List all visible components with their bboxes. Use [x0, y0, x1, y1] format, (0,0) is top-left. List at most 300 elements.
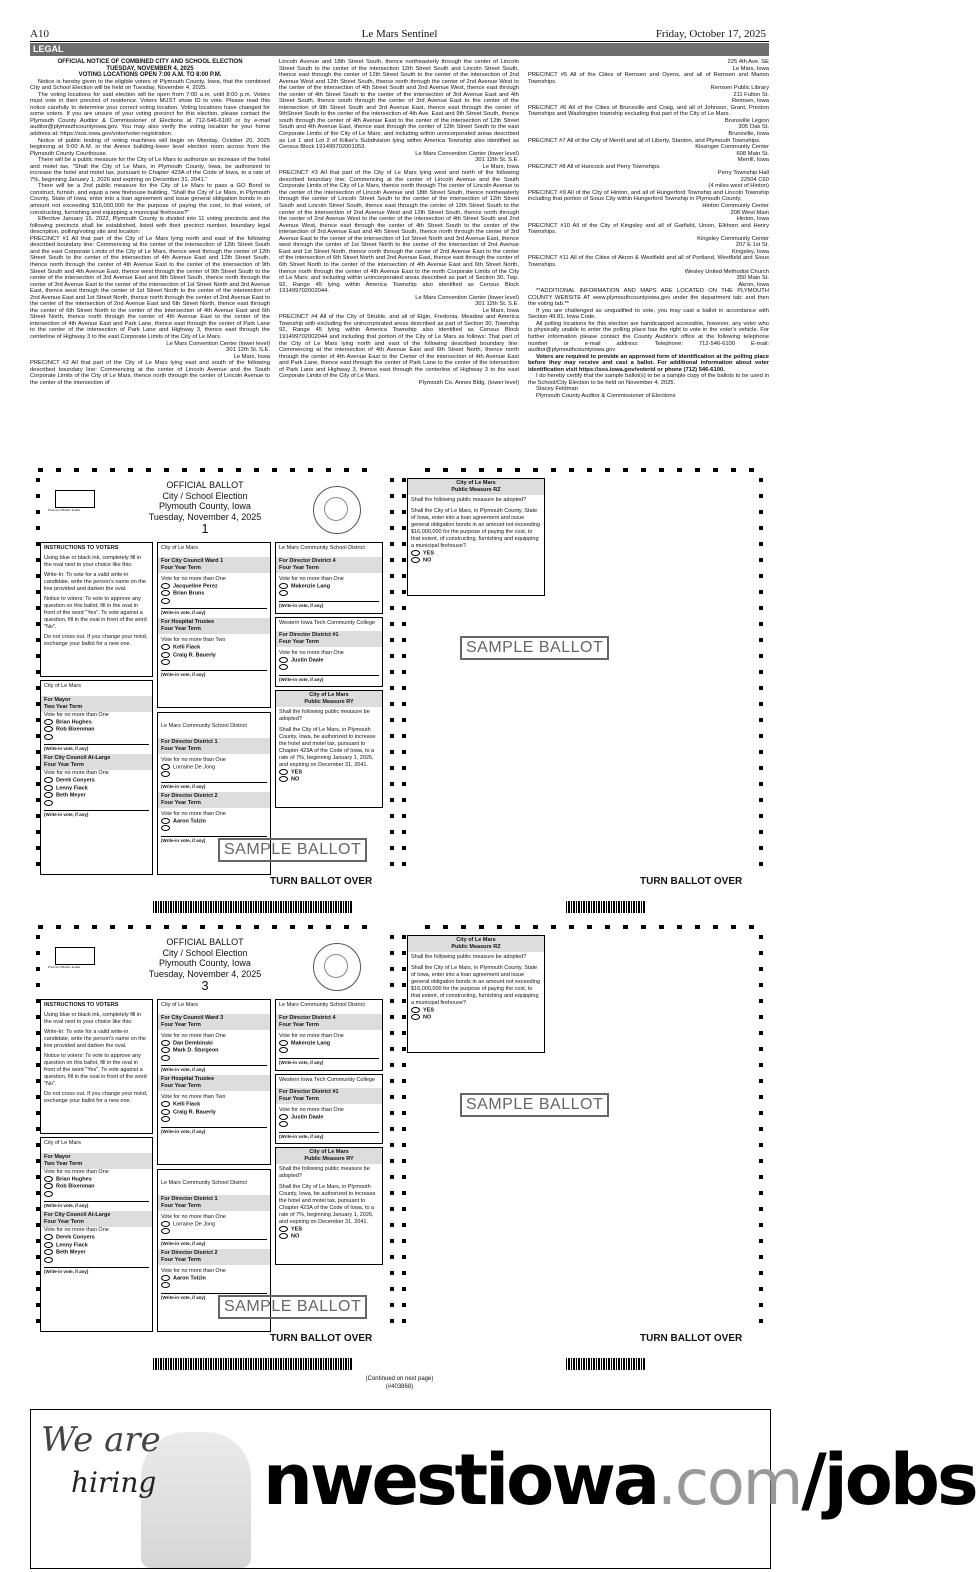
candidate-option[interactable]	[161, 652, 267, 659]
candidate-option[interactable]	[44, 1183, 149, 1190]
county-seal-icon	[313, 486, 361, 534]
page-header	[0, 0, 799, 40]
measure-jurisdiction: City of Le Mars	[309, 692, 349, 698]
option-label: NO	[291, 776, 300, 783]
no-option[interactable]	[411, 557, 541, 564]
instructions-box	[40, 542, 153, 677]
jurisdiction-label: Le Mars Community School District	[279, 545, 365, 551]
timing-marks-center	[402, 935, 406, 1330]
write-in-label: (Write-in vote, if any)	[279, 675, 379, 683]
race-title: For City Council Ward 3	[161, 1015, 224, 1021]
location-line: Le Mars, Iowa	[482, 307, 519, 314]
ballot-barcode	[566, 1358, 646, 1370]
candidate-name: Craig R. Bauerly	[173, 652, 216, 659]
race-city-council-at-large	[44, 754, 149, 818]
vote-limit: Vote for no more than One	[279, 1107, 344, 1113]
write-in-label: (Write-in vote, if any)	[161, 1127, 267, 1135]
race-term: Four Year Term	[44, 762, 84, 769]
signature-name: Stacey Feldman	[536, 386, 578, 393]
measure-question: Shall the following public measure be adopted?	[411, 954, 527, 960]
candidate-name: Beth Meyer	[56, 1249, 86, 1256]
location-line: Perry Township Hall	[717, 170, 769, 177]
yes-option[interactable]	[279, 769, 379, 776]
sample-ballot-stamp: SAMPLE BALLOT	[218, 1295, 367, 1319]
vote-limit: Vote for no more than One	[161, 576, 226, 582]
location-line: Akron, Iowa	[738, 281, 769, 288]
instructions-text: Using blue or black ink, completely fill in the oval next to your choice like this:	[44, 1012, 142, 1025]
instructions-text: Write-In: To vote for a valid write-in candidate, write the person's name on the line provided and darken the oval.	[44, 1029, 146, 1049]
candidate-name: Lorraine De Jong	[173, 764, 216, 771]
location-line: Wesley United Methodist Church	[684, 268, 769, 275]
header-rule	[30, 41, 769, 42]
write-in-label: (Write-in vote, if any)	[161, 1293, 267, 1301]
measure-text: Shall the City of Le Mars, in Plymouth County, Iowa, be authorized to increase the hotel and motel tax, pursuant to Chapter 423A of the Code of Iowa, to a rate of 7%, beginning January 1, 2026, and expiring on December 31, 2041.	[279, 727, 376, 768]
issue-date: Friday, October 17, 2025	[655, 28, 766, 40]
turn-ballot-over: TURN BALLOT OVER	[640, 876, 743, 887]
notice-column-3	[528, 59, 769, 454]
candidate-option[interactable]	[161, 644, 267, 651]
race-title: For Director District 2	[161, 792, 218, 799]
measure-question: Shall the following public measure be adopted?	[279, 709, 370, 722]
race-title: For Director District #1	[279, 632, 339, 638]
race-term: Two Year Term	[44, 1161, 83, 1167]
location-line: Merrill, Iowa	[737, 157, 769, 164]
paragraph: PRECINCT #1 All that part of the City of Le Mars lying north and east of the following described boundary line: Commencing at the center of the intersection of 12th Street South and the east Corporate Limits of the City of Le Mars, thence west through the center of 12th Street South to the center of the intersection of 4th Avenue East and 12th Street South, thence north through the center of 4th Avenue East to the center of the intersection of 9th Street South and 4th Avenue East, thence west through the center of 9th Street South to the center of the intersection of 3rd Avenue East and 9th Street South, thence north through the center of 3rd Avenue East to the center of the intersection of 1st Street North and 3rd Avenue East, thence west through the center of 1st Street North to the center of the intersection of 2nd Avenue East and 1st Street North, thence north through the center of 2nd Avenue East to the center of the intersection of 2nd Avenue East and 6th Street North, thence east through the center of 6th Street North to the center of the intersection of 4th Avenue East and 6th Street North, thence north through the center of 4th Avenue East to the center of the intersection of 4th Avenue East and Park Lane, thence east through the center of Park Lane to the center of the intersection of Park Lane and Highway 3, thence east through the centerline of Highway 3 to the east Corporate Limits of the City of Le Mars.	[30, 235, 270, 340]
paragraph: All polling locations for this election are handicapped accessible, however, any voter who is physically unable to enter the polling place has the right to vote in the voter's vehicle. For further information please contact the County Auditor's office at the following telephone number or e-mail address: Telephone: 712-546-6100 E-mail: auditor@plymouthcountyiowa.gov	[528, 320, 769, 354]
race-term: Four Year Term	[161, 626, 201, 633]
write-in-label: (Write-in vote, if any)	[44, 1201, 149, 1209]
notice-column-2	[279, 59, 519, 454]
location-line: Le Mars, Iowa	[482, 163, 519, 170]
continued-note	[0, 1375, 799, 1391]
vote-limit: Vote for no more than One	[161, 757, 226, 763]
location-line: Le Mars, Iowa	[233, 353, 270, 360]
candidate-name: Jacqueline Perez	[173, 583, 218, 590]
paragraph: There will be a 2nd public measure for the City of Le Mars to pass a GO Bond to construct, furnish, and equip a new firehouse building. "Shall the City of Le Mars, in Plymouth County, State of Iowa, enter into a loan agreement and issue general obligation bonds in an amount not exceeding $16,000,000 for the purpose of paying the cost, to that extent, of constructing, furnishing and equipping a municipal firehouse?"	[30, 183, 270, 216]
race-title: For Director District 2	[161, 1249, 218, 1256]
initials-box	[55, 947, 95, 965]
logo-part: nwest	[263, 1439, 486, 1521]
notice-title: OFFICIAL NOTICE OF COMBINED CITY AND SCHOOL ELECTION	[57, 59, 243, 65]
location-line: Le Mars Convention Center (lower level)	[166, 340, 270, 347]
write-in-option[interactable]	[44, 1257, 149, 1264]
location-line: Le Mars Convention Center (lower level)	[415, 294, 519, 301]
write-in-label: (Write-in vote, if any)	[161, 836, 267, 844]
yes-option[interactable]	[411, 1007, 541, 1014]
city-contest-box-2	[157, 542, 271, 708]
candidate-option[interactable]	[161, 1109, 267, 1116]
instructions-text: Do not cross out. If you change your mind, exchange your ballot for a new one.	[44, 634, 148, 647]
section-label: LEGAL	[30, 43, 769, 56]
candidate-option[interactable]	[44, 726, 149, 733]
paragraph: There will be a public measure for the City of Le Mars to authorize an increase of the hotel and motel tax. "Shall the City of Le Mars, in Plymouth County, Iowa, be authorized to increase the hotel and motel tax, pursuant to Chapter 423A of the Code of Iowa, to a rate of 7%, beginning January 1, 2026 and expiring on December 31, 2041."	[30, 157, 270, 183]
no-option[interactable]	[279, 1233, 379, 1240]
ballot-county: Plymouth County, Iowa	[159, 958, 251, 968]
candidate-name: Aaron Tolzin	[173, 1275, 206, 1282]
location-line: Kissinger Community Center	[695, 144, 769, 151]
write-in-label: (Write-in vote, if any)	[161, 1239, 267, 1247]
paragraph: PRECINCT #11 All of the Cities of Akron & Westfield and all of Portland, Westfield and Sioux Townships.	[528, 255, 769, 268]
paragraph: PRECINCT #2 All that part of the City of Le Mars lying east and south of the following described boundary line: Commencing at the center of Lincoln Avenue and the South Corporate Limits of the City of Le Mars, thence north through the center of Lincoln Avenue to the center of the intersection of	[30, 360, 270, 386]
location-line: 301 12th St. S.E.	[475, 157, 519, 164]
race-title: For Director District #1	[279, 1089, 339, 1095]
jurisdiction-label: Le Mars Community School District	[161, 723, 247, 729]
candidate-option[interactable]	[279, 583, 379, 590]
vote-limit: Vote for no more than One	[161, 1214, 226, 1220]
no-option[interactable]	[411, 1014, 541, 1021]
location-line: (4 miles west of Hinton)	[708, 183, 769, 190]
jurisdiction-label: City of Le Mars	[44, 683, 81, 689]
school-contest-box-2	[275, 542, 383, 614]
paragraph: PRECINCT #4 All of the City of Struble, and all of Elgin, Fredonia, Meadow and America Township with excluding the unincorporated areas described as part of Section 30, Township 92, Range 45 lying within America Township also identified as Census Block 191499702002044 and including that portion of the City of Le Mars as follows: That part of the City of Le Mars lying north and east of the following described boundary line: Commencing at the intersection of 4th Avenue East and 6th Street North, thence north through the center of 4th Avenue East to the Center of the intersection of 4th Avenue East and Park Lane, thence east through the center of Park Lane to the center of the intersection of Park Lane and Highway 3, thence east through the centerline of Highway 3 to the east Corporate Limits of the City of Le Mars.	[279, 314, 519, 380]
write-in-label: (Write-in vote, if any)	[279, 1058, 379, 1066]
candidate-option[interactable]	[161, 1101, 267, 1108]
ballot-date: Tuesday, November 4, 2025	[148, 968, 262, 979]
race-title: For Mayor	[44, 697, 71, 703]
write-in-option[interactable]	[279, 1047, 379, 1054]
paragraph: PRECINCT #6 All of the Cities of Brunsville and Craig, and all of Johnson, Grant, Preston Townships and Washington township excluding that part of the City of Le Mars.	[528, 104, 769, 118]
race-term: Four Year Term	[44, 1219, 84, 1226]
ballot-style-number: 1	[201, 521, 209, 536]
turn-ballot-over: TURN BALLOT OVER	[270, 1333, 373, 1344]
location-line: 350 Main St.	[736, 275, 769, 282]
race-term: Four Year Term	[161, 565, 201, 571]
location-line: Remsen, Iowa	[731, 98, 769, 105]
race-term: Four Year Term	[161, 746, 201, 752]
write-in-option[interactable]	[161, 659, 267, 666]
write-in-option[interactable]	[44, 800, 149, 807]
timing-marks-top	[425, 925, 765, 929]
measure-jurisdiction: City of Le Mars	[309, 1149, 349, 1155]
timing-marks-center	[402, 478, 406, 873]
sample-ballot-3	[30, 925, 769, 1357]
write-in-label: (Write-in vote, if any)	[44, 1267, 149, 1275]
logo-part: iowa	[485, 1439, 658, 1521]
ballot-county: Plymouth County, Iowa	[159, 501, 251, 511]
measure-title: Public Measure RY	[304, 1156, 354, 1162]
candidate-option[interactable]	[44, 719, 149, 726]
candidate-option[interactable]	[279, 1040, 379, 1047]
notice-hours: VOTING LOCATIONS OPEN 7:00 A.M. TO 8:00 P.M.	[78, 72, 222, 79]
location-line: Hinton Community Center	[702, 203, 769, 210]
write-in-option[interactable]	[44, 734, 149, 741]
measure-title: Public Measure RZ	[451, 944, 501, 950]
candidate-name: Brian Hughes	[56, 719, 92, 726]
write-in-option[interactable]	[279, 664, 379, 671]
write-in-option[interactable]	[279, 590, 379, 597]
continued-text: (Continued on next page)	[365, 1376, 434, 1382]
write-in-option[interactable]	[161, 1116, 267, 1123]
location-line: Le Mars, Iowa	[732, 65, 769, 72]
race-wit-director-district-1	[279, 1088, 379, 1140]
ballot-style-number: 3	[201, 978, 209, 993]
paragraph: PRECINCT #7 All of the City of Merrill and all of Liberty, Stanton, and Plymouth Townships.	[528, 137, 761, 144]
measure-text: Shall the City of Le Mars, in Plymouth County, State of Iowa, enter into a loan agreement and issue general obligation bonds in an amount not exceeding $16,000,000 for the purpose of paying the cost, to that extent, of constructing, furnishing and equipping a municipal firehouse?	[411, 508, 541, 549]
ballot-title: OFFICIAL BALLOT	[166, 480, 244, 490]
jurisdiction-label: Le Mars Community School District	[279, 1002, 365, 1008]
jurisdiction-label: City of Le Mars	[161, 1002, 198, 1008]
race-title: For Mayor	[44, 1154, 71, 1160]
candidate-option[interactable]	[161, 764, 267, 771]
instructions-box	[40, 999, 153, 1134]
race-title: For Director District 4	[279, 558, 336, 564]
candidate-option[interactable]	[161, 818, 267, 825]
write-in-option[interactable]	[161, 598, 267, 605]
vote-limit: Vote for no more than One	[44, 1169, 109, 1175]
location-line: 207 E 1st St.	[735, 242, 769, 249]
ad-headline-hiring: hiring	[71, 1466, 157, 1499]
public-measure-rz	[407, 935, 545, 1053]
jurisdiction-label: Le Mars Community School District	[161, 1180, 247, 1186]
option-label: YES	[423, 550, 435, 557]
candidate-option[interactable]	[161, 1047, 267, 1054]
nwestiowa-logo	[263, 1439, 976, 1521]
vote-limit: Vote for no more than One	[161, 1267, 226, 1274]
location-line: 22504 C60	[740, 176, 769, 183]
candidate-option[interactable]	[161, 1221, 267, 1228]
candidate-option[interactable]	[44, 1242, 149, 1249]
logo-part: /jobs	[801, 1439, 976, 1521]
paragraph: PRECINCT #3 All that part of the City of Le Mars lying west and north of the following described boundary line: Commencing at the center of Lincoln Avenue and the South Corporate Limits of the City of Le Mars, thence north through The center of Lincoln Avenue to the center of the intersection of Lincoln Avenue and 18th Street South, thence northeasterly through the center of Lincoln Street South to the center of the intersection of 12th Street South and Lincoln Street South, thence east through the center of 12th Street South to the center of the intersection of 2nd Avenue West and 12th Street South, thence north through the center of 2nd Avenue West to the center of the intersection of 4th Street South and 2nd Avenue West, thence east through the center of 4th Street South to the center of the intersection of 3rd Avenue East and 4th Street South, thence north through the center of 3rd Avenue East to the center of the intersection of 1st Street North and 3rd Avenue East, thence west through the center of 1st Street North to the center of the intersection of 2nd Avenue East and 1st Street North, thence north through the center of 2nd Avenue East to the center of the intersection of 6th Street North and 2nd Avenue East, thence east through the center of 6th Street North to the center of the intersection of 4th Avenue East and 6th Street North, thence north through the center of 4th Avenue East to the north Corporate Limits of the City of Le Mars; and including within unincorporated areas described as part of Section 30, Twp. 92, Range 45 lying within America Township also identified as Census Block 191499702002044.	[279, 170, 519, 295]
vote-limit: Vote for no more than One	[161, 810, 226, 817]
candidate-option[interactable]	[161, 1275, 267, 1282]
race-title: For City Council Ward 1	[161, 558, 224, 564]
paragraph: PRECINCT #5 All of the Cities of Remsen and Oyens, and all of Remsen and Marion Townships.	[528, 72, 769, 85]
logo-part: .com	[657, 1446, 802, 1519]
ad-headline: We are	[41, 1420, 161, 1460]
candidate-name: Makenzie Lang	[291, 583, 331, 590]
option-label: YES	[291, 769, 303, 776]
race-title: For Hospital Trustee	[161, 619, 215, 626]
college-contest-box	[275, 1074, 383, 1144]
paragraph: PRECINCT #8 All of Hancock and Perry Townships.	[528, 163, 661, 170]
race-title: For City Council At-Large	[44, 1212, 111, 1219]
vote-limit: Vote for no more than One	[279, 650, 344, 656]
school-contest-box-2	[275, 999, 383, 1071]
location-line: Le Mars Convention Center (lower level)	[415, 150, 519, 157]
race-mayor	[44, 1153, 149, 1209]
vote-limit: Vote for no more than One	[279, 1033, 344, 1039]
vote-limit: Vote for no more than Two	[161, 637, 226, 644]
candidate-option[interactable]	[44, 792, 149, 799]
notice-date: TUESDAY, NOVEMBER 4, 2025	[106, 65, 194, 72]
candidate-option[interactable]	[44, 1234, 149, 1241]
candidate-name: Aaron Tolzin	[173, 818, 206, 825]
race-title: For Director District 4	[279, 1015, 336, 1021]
race-term: Four Year Term	[161, 1022, 201, 1028]
notice-id: (#403868)	[385, 1384, 414, 1390]
race-city-council-ward	[161, 1014, 267, 1073]
vote-limit: Vote for no more than One	[44, 712, 109, 718]
race-term: Four Year Term	[279, 1022, 319, 1028]
write-in-option[interactable]	[279, 1121, 379, 1128]
candidate-name: Derek Conyers	[56, 1234, 95, 1241]
initials-label: Precinct Official's Initials	[48, 965, 81, 969]
write-in-label: (Write-in vote, if any)	[279, 601, 379, 609]
candidate-name: Justin Daale	[291, 1114, 324, 1121]
race-title: For City Council At-Large	[44, 755, 111, 762]
vote-limit: Vote for no more than One	[44, 1227, 109, 1234]
location-line: 301 12th St. S.E.	[475, 301, 519, 308]
sample-ballot-1	[30, 468, 769, 900]
candidate-name: Lorraine De Jong	[173, 1221, 216, 1228]
write-in-label: (Write-in vote, if any)	[44, 744, 149, 752]
location-line: 608 Main St.	[736, 150, 769, 157]
write-in-label: (Write-in vote, if any)	[161, 670, 267, 678]
location-line: 211 Fulton St.	[733, 91, 769, 98]
race-director-district-1	[161, 738, 267, 790]
write-in-option[interactable]	[161, 1055, 267, 1062]
measure-question: Shall the following public measure be adopted?	[279, 1166, 370, 1179]
public-measure-ry	[275, 690, 383, 808]
jobs-advertisement[interactable]	[30, 1409, 976, 1569]
public-measure-ry	[275, 1147, 383, 1265]
ballot-election: City / School Election	[162, 947, 248, 958]
timing-marks-top	[425, 468, 765, 472]
vote-limit: Vote for no more than Two	[161, 1094, 226, 1101]
vote-limit: Vote for no more than One	[44, 770, 109, 777]
race-term: Four Year Term	[279, 639, 319, 645]
race-director-district-2	[161, 1249, 267, 1301]
race-term: Four Year Term	[161, 1083, 201, 1090]
location-line: Brunsville, Iowa	[728, 131, 769, 138]
location-line: 305 Oak St.	[738, 124, 769, 131]
sample-ballot-stamp: SAMPLE BALLOT	[460, 636, 609, 660]
instructions-title: INSTRUCTIONS TO VOTERS	[44, 1002, 119, 1008]
yes-option[interactable]	[411, 550, 541, 557]
timing-marks-right	[759, 478, 763, 873]
page-number: A10	[30, 28, 49, 40]
vote-limit: Vote for no more than One	[161, 1033, 226, 1039]
write-in-option[interactable]	[161, 771, 267, 778]
ballot-barcode	[566, 901, 646, 913]
turn-ballot-over: TURN BALLOT OVER	[270, 876, 373, 887]
city-contest-box	[40, 1137, 153, 1332]
ballot-date: Tuesday, November 4, 2025	[148, 511, 262, 522]
jurisdiction-label: Western Iowa Tech Community College	[279, 620, 376, 626]
measure-title: Public Measure RZ	[451, 487, 501, 493]
candidate-name: Brian Bruns	[173, 590, 205, 597]
race-city-council-ward	[161, 557, 267, 616]
race-term: Four Year Term	[161, 1203, 201, 1209]
write-in-option[interactable]	[161, 1228, 267, 1235]
turn-ballot-over: TURN BALLOT OVER	[640, 1333, 743, 1344]
timing-marks-top	[38, 468, 378, 472]
write-in-option[interactable]	[161, 825, 267, 832]
race-term: Four Year Term	[161, 799, 201, 806]
location-line: 225 4th Ave. SE	[727, 59, 769, 65]
candidate-option[interactable]	[44, 777, 149, 784]
measure-jurisdiction: City of Le Mars	[456, 480, 496, 486]
initials-label: Precinct Official's Initials	[48, 508, 81, 512]
ballot-election: City / School Election	[162, 490, 248, 501]
write-in-label: (Write-in vote, if any)	[161, 608, 267, 616]
notice-column-1	[30, 59, 270, 454]
candidate-option[interactable]	[279, 1114, 379, 1121]
candidate-name: Derek Conyers	[56, 777, 95, 784]
timing-marks-center	[390, 935, 394, 1330]
newspaper-name: Le Mars Sentinel	[361, 28, 438, 40]
candidate-option[interactable]	[161, 583, 267, 590]
instructions-text: Notice to voters: To vote to approve any question on this ballot, fill in the oval in front of the word "Yes". To vote against a question, fill in the oval in front of the word "No".	[44, 596, 147, 630]
timing-marks-center	[390, 478, 394, 873]
candidate-name: Kelli Fiack	[173, 644, 201, 651]
paragraph: Effective January 15, 2022, Plymouth County is divided into 11 voting precincts and the following precincts shall be established, listed with their precinct number, boundary legal description, polling/voting site and location:	[30, 216, 270, 236]
city-contest-box	[40, 680, 153, 875]
measure-question: Shall the following public measure be adopted?	[411, 497, 527, 503]
county-seal-icon	[313, 943, 361, 991]
city-contest-box-2	[157, 999, 271, 1165]
candidate-option[interactable]	[44, 1176, 149, 1183]
paragraph: Lincoln Avenue and 18th Street South, thence northeasterly through the center of Lincoln Street South to the center of the intersection 12th Street South and Lincoln Street South, thence east through the center of 12th Street South to the center of the intersection of 2nd Avenue West and 12th Street South, thence north through the center of 2nd Avenue West to the center of the intersection of 4th Street South and 2nd Avenue West, thence east through the center of 4th Street South to the center of the intersection of 3rd Avenue East and 4th Street South, thence south through the center of 3rd Avenue East to the center of the intersection of 9th Street South and 3rd Avenue East, thence east through the center of 9thStreet South to the center of the intersection of 4th Ave. East and 9th Street South, thence south through the center of 4th Avenue East to the center of the intersection of 12th Street South and 4th Avenue East, thence east through the center of 12th Street South to the east Corporate Limits of the City of Le Mars; and including within unincorporated areas described as Lot 1 and Lot 2 of Kilker's Subdivision lying within America Township also identified as Census Block 191499702001053.	[279, 59, 519, 151]
no-option[interactable]	[279, 776, 379, 783]
candidate-option[interactable]	[161, 1040, 267, 1047]
candidate-option[interactable]	[279, 657, 379, 664]
race-hospital-trustee	[161, 618, 267, 677]
race-director-district-4	[279, 557, 379, 609]
write-in-label: (Write-in vote, if any)	[279, 1132, 379, 1140]
candidate-name: Lenny Fiack	[56, 785, 88, 792]
candidate-option[interactable]	[161, 590, 267, 597]
candidate-name: Makenzie Lang	[291, 1040, 331, 1047]
location-line: 301 12th St. S.E.	[226, 347, 270, 354]
location-line: Remsen Public Library	[710, 85, 769, 92]
location-line: Plymouth Co. Annex Bldg. (lower level)	[418, 379, 519, 386]
candidate-name: Brian Hughes	[56, 1176, 92, 1183]
ballot-barcode	[153, 901, 353, 913]
measure-jurisdiction: City of Le Mars	[456, 937, 496, 943]
candidate-name: Mark D. Sturgeon	[173, 1047, 219, 1054]
location-line: Hinton, Iowa	[736, 216, 769, 223]
candidate-name: Rob Bixenman	[56, 726, 95, 733]
instructions-text: Notice to voters: To vote to approve any question on this ballot, fill in the oval in front of the word "Yes". To vote against a question, fill in the oval in front of the word "No".	[44, 1053, 147, 1087]
public-measure-rz	[407, 478, 545, 596]
candidate-name: Dan Dembinski	[173, 1040, 213, 1047]
timing-marks-top	[38, 925, 378, 929]
option-label: NO	[423, 1014, 432, 1021]
instructions-text: Do not cross out. If you change your mind, exchange your ballot for a new one.	[44, 1091, 148, 1104]
option-label: YES	[291, 1226, 303, 1233]
candidate-name: Justin Daale	[291, 657, 324, 664]
race-mayor	[44, 696, 149, 752]
instructions-text: Using blue or black ink, completely fill in the oval next to your choice like this:	[44, 555, 142, 568]
location-line: Kingsley, Iowa	[732, 248, 769, 255]
candidate-name: Lenny Fiack	[56, 1242, 88, 1249]
race-city-council-at-large	[44, 1211, 149, 1275]
candidate-option[interactable]	[44, 1249, 149, 1256]
location-line: 208 West Main	[730, 209, 769, 216]
paragraph: The voting locations for said election will be open from 7:00 a.m. until 8:00 p.m. Voters must vote in their precinct of residence. Voters MUST show ID to vote. Please read this notice carefully to determine your correct voting location. Voting locations have changed for some voters. If you are unsure of your voting precinct for this election, please contact the Plymouth County Auditor & Commissioner of Elections at 712-546-6100 or by e-mail auditor@plymouthcountyiowa.gov. You may also verify the voting location for your home address at: https://sos.iowa.gov/voter/voter-registration.	[30, 91, 270, 138]
option-label: NO	[291, 1233, 300, 1240]
instructions-text: Write-In: To vote for a valid write-in candidate, write the person's name on the line provided and darken the oval.	[44, 572, 146, 592]
race-title: For Director District 1	[161, 1196, 218, 1202]
yes-option[interactable]	[279, 1226, 379, 1233]
sample-ballot-stamp: SAMPLE BALLOT	[218, 838, 367, 862]
candidate-name: Rob Bixenman	[56, 1183, 95, 1190]
race-title: For Hospital Trustee	[161, 1076, 215, 1083]
ballot-barcode	[153, 1358, 353, 1370]
college-contest-box	[275, 617, 383, 687]
write-in-option[interactable]	[44, 1191, 149, 1198]
measure-title: Public Measure RY	[304, 699, 354, 705]
paragraph: Notice of public testing of voting machines will begin on Monday, October 20, 2025 beginning at 9:00 A.M. in the Annex building-lower level election room across from the Plymouth County Courthouse.	[30, 137, 270, 157]
paragraph: I do hereby certify that the sample ballot(s) to be a sample copy of the ballots to be used in the School/City Election to be held on November 4, 2025.	[528, 373, 769, 386]
race-director-district-4	[279, 1014, 379, 1066]
candidate-option[interactable]	[44, 785, 149, 792]
paragraph: **ADDITIONAL INFORMATION AND MAPS ARE LOCATED ON THE PLYMOUTH COUNTY WEBSITE AT www.plymouthcountyiowa.gov under the department tab; and then the voting tab.**	[528, 288, 769, 308]
write-in-option[interactable]	[161, 1282, 267, 1289]
vote-limit: Vote for no more than One	[279, 576, 344, 582]
